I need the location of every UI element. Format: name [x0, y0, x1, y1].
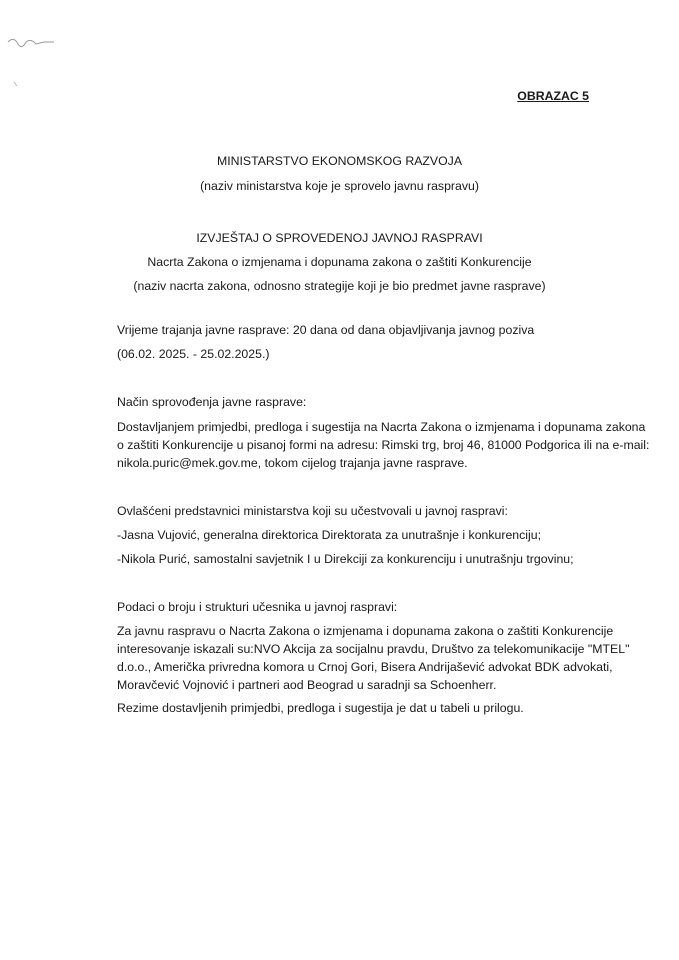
duration-line: Vrijeme trajanja javne rasprave: 20 dana od dana objavljivanja javnog poziva — [117, 323, 535, 337]
method-line: nikola.puric@mek.gov.me, tokom cijelog trajanja javne rasprave. — [117, 456, 468, 470]
participants-line: interesovanje iskazali su:NVO Akcija za socijalnu pravdu, Društvo za telekomunikacije "MTEL" — [117, 642, 630, 656]
summary-line: Rezime dostavljenih primjedbi, predloga i sugestija je dat u tabeli u prilogu. — [117, 701, 524, 715]
participants-line: Moravčević Vojnović i partneri aod Beograd u saradnji sa Schoenherr. — [117, 678, 497, 692]
representative-item: -Nikola Purić, samostalni savjetnik I u Direkciji za konkurenciju i unutrašnju trgovinu; — [117, 552, 574, 566]
ministry-note: (naziv ministarstva koje je sprovelo javnu raspravu) — [200, 179, 479, 193]
handwritten-mark — [0, 30, 80, 100]
representative-item: -Jasna Vujović, generalna direktorica Direktorata za unutrašnje i konkurenciju; — [117, 528, 542, 542]
representatives-heading: Ovlašćeni predstavnici ministarstva koji su učestvovali u javnoj raspravi: — [117, 504, 508, 518]
report-title: IZVJEŠTAJ O SPROVEDENOJ JAVNOJ RASPRAVI — [196, 231, 483, 245]
method-line: o zaštiti Konkurencije u pisanoj formi na adresu: Rimski trg, broj 46, 81000 Podgorica ili na e-mail: — [117, 438, 650, 452]
method-line: Dostavljanjem primjedbi, predloga i sugestija na Nacrta Zakona o izmjenama i dopunama zakona — [117, 420, 646, 434]
form-label: OBRAZAC 5 — [517, 89, 589, 103]
law-note: (naziv nacrta zakona, odnosno strategije koji je bio predmet javne rasprave) — [133, 279, 546, 293]
method-heading: Način sprovođenja javne rasprave: — [117, 395, 307, 409]
duration-dates: (06.02. 2025. - 25.02.2025.) — [117, 347, 270, 361]
participants-line: Za javnu raspravu o Nacrta Zakona o izmjenama i dopunama zakona o zaštiti Konkurencije — [117, 624, 614, 638]
law-name: Nacrta Zakona o izmjenama i dopunama zakona o zaštiti Konkurencije — [147, 255, 532, 269]
ministry-name: MINISTARSTVO EKONOMSKOG RAZVOJA — [216, 154, 463, 168]
participants-heading: Podaci o broju i strukturi učesnika u javnoj raspravi: — [117, 600, 398, 614]
participants-line: d.o.o., Američka privredna komora u Crnoj Gori, Bisera Andrijašević advokat BDK advokati, — [117, 660, 613, 674]
